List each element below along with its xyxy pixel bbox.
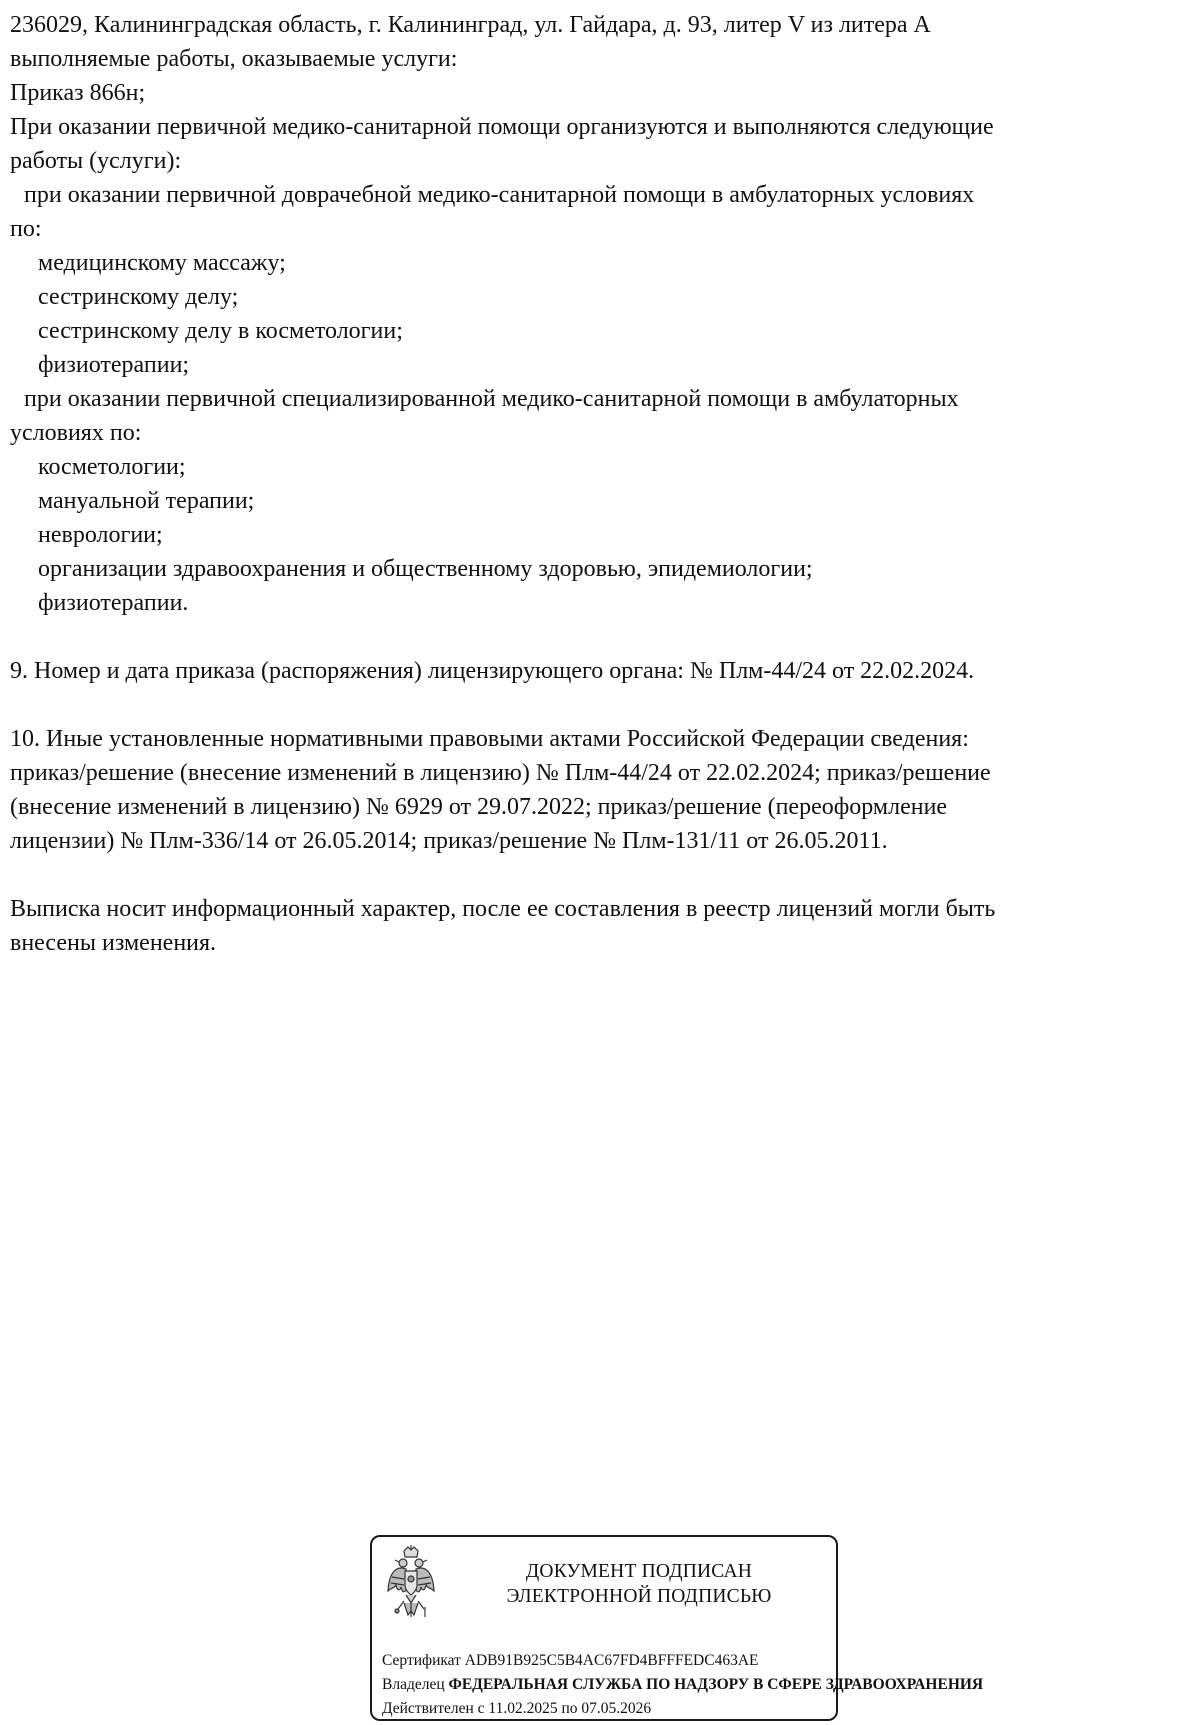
stamp-title-line1: ДОКУМЕНТ ПОДПИСАН — [525, 1561, 753, 1582]
section-9-order-number: 9. Номер и дата приказа (распоряжения) лицензирующего органа: № Плм-44/24 от 22.02.2024. — [10, 658, 975, 684]
stamp-title-line2: ЭЛЕКТРОННОЙ ПОДПИСЬЮ — [506, 1586, 772, 1607]
list-item: сестринскому делу в косметологии; — [38, 318, 403, 344]
disclaimer-text: Выписка носит информационный характер, после ее составления в реестр лицензий могли быть — [10, 896, 996, 922]
section-10-text: (внесение изменений в лицензию) № 6929 от 29.07.2022; приказ/решение (переоформление — [10, 794, 948, 820]
pre-medical-care-heading: при оказании первичной доврачебной медико-санитарной помощи в амбулаторных условиях — [24, 182, 975, 208]
list-item: косметологии; — [38, 454, 186, 480]
owner-label: Владелец — [382, 1676, 445, 1693]
russian-coat-of-arms-icon — [386, 1545, 436, 1629]
disclaimer-text: внесены изменения. — [10, 930, 217, 956]
spacer — [10, 620, 1190, 654]
pre-medical-care-heading-cont: по: — [10, 216, 42, 242]
order-reference: Приказ 866н; — [10, 80, 146, 106]
document-body — [10, 8, 1190, 960]
list-item: медицинскому массажу; — [38, 250, 286, 276]
certificate-value: ADB91B925C5B4AC67FD4BFFFEDC463AE — [464, 1652, 759, 1669]
owner-row — [382, 1673, 983, 1697]
electronic-signature-stamp — [370, 1535, 984, 1721]
list-item: физиотерапии; — [38, 352, 190, 378]
list-item: организации здравоохранения и общественному здоровью, эпидемиологии; — [38, 556, 813, 582]
section-10-heading: 10. Иные установленные нормативными правовыми актами Российской Федерации сведения: — [10, 726, 969, 752]
section-10-text: приказ/решение (внесение изменений в лицензию) № Плм-44/24 от 22.02.2024; приказ/решение — [10, 760, 991, 786]
works-services-heading: выполняемые работы, оказываемые услуги: — [10, 46, 458, 72]
primary-care-intro: При оказании первичной медико-санитарной помощи организуются и выполняются следующие — [10, 114, 994, 140]
spacer — [10, 688, 1190, 722]
list-item: мануальной терапии; — [38, 488, 255, 514]
list-item: сестринскому делу; — [38, 284, 239, 310]
section-10-text: лицензии) № Плм-336/14 от 26.05.2014; приказ/решение № Плм-131/11 от 26.05.2011. — [10, 828, 888, 854]
specialized-care-heading: при оказании первичной специализированной медико-санитарной помощи в амбулаторных — [24, 386, 959, 412]
spacer — [10, 858, 1190, 892]
list-item: физиотерапии. — [38, 590, 189, 616]
certificate-row — [382, 1649, 983, 1673]
list-item: неврологии; — [38, 522, 163, 548]
stamp-details — [382, 1649, 983, 1721]
certificate-label: Сертификат — [382, 1652, 461, 1669]
validity-row: Действителен с 11.02.2025 по 07.05.2026 — [382, 1700, 652, 1717]
stamp-title — [464, 1559, 814, 1609]
owner-value: ФЕДЕРАЛЬНАЯ СЛУЖБА ПО НАДЗОРУ В СФЕРЕ ЗДРАВООХРАНЕНИЯ — [448, 1676, 984, 1693]
primary-care-intro-cont: работы (услуги): — [10, 148, 182, 174]
specialized-care-heading-cont: условиях по: — [10, 420, 142, 446]
address-line: 236029, Калининградская область, г. Калининград, ул. Гайдара, д. 93, литер V из литера A — [10, 12, 931, 38]
